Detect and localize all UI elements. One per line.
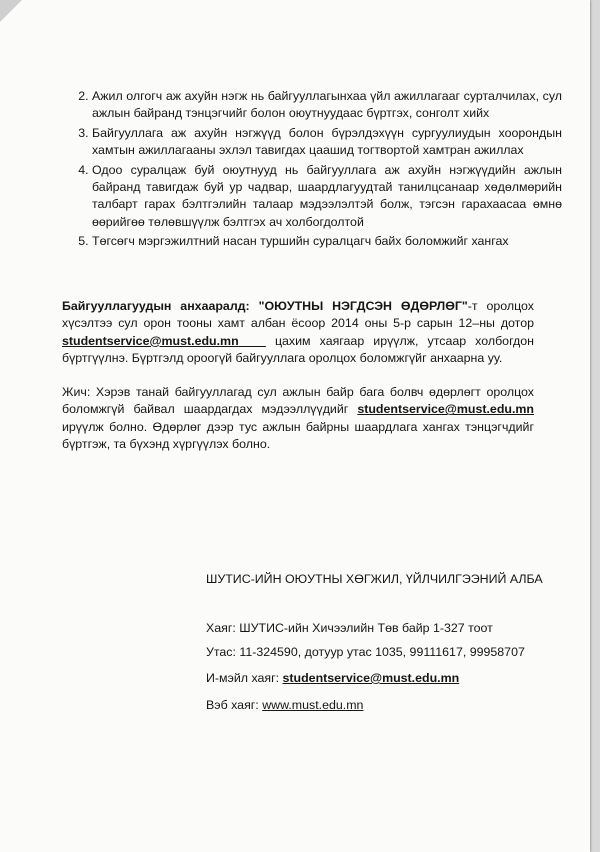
web-label: Вэб хаяг:: [206, 698, 263, 712]
notice-email-link[interactable]: studentservice@must.edu.mn: [62, 333, 239, 348]
office-name: ШУТИС-ИЙН ОЮУТНЫ ХӨГЖИЛ, ҮЙЛЧИЛГЭЭНИЙ АЛБА: [206, 572, 543, 586]
email-label: И-мэйл хаяг:: [206, 671, 283, 685]
list-item: 2. Ажил олгогч аж ахуйн нэгж нь байгууллагынхаа үйл ажиллагааг сурталчилах, сул ажлын байранд тэнцэгчийг болон оюутнуудаас бүртгэх, сонголт хийх: [92, 88, 562, 123]
note-text-1: Жич: Хэрэв танай байгууллагад сул ажлын байр бага болвч өдөрлөгт оролцох боломжгүй байвал шаардагдах мэдээллүүдийг: [62, 385, 534, 417]
notice-text-2: цахим хаягаар ирүүлж, утсаар холбогдон бүртгүүлнэ. Бүртгэлд ороогүй байгууллага оролцох боломжгүйг анхаарна уу.: [62, 333, 535, 366]
office-address: Хаяг: ШУТИС-ийн Хичээлийн Төв байр 1-327 тоот: [206, 621, 493, 635]
notice-lead: Байгууллагуудын анхааралд:: [62, 299, 259, 313]
office-email: [206, 670, 546, 687]
list-item: 3. Байгууллага аж ахуйн нэгжүүд болон бүрэлдэхүүн сургуулиудын хоорондын хамтын ажиллагааны эхлэл тавигдах цаашид тогтвортой хамтран ажиллах: [92, 125, 562, 160]
note-email-link[interactable]: studentservice@must.edu.mn: [357, 402, 534, 417]
benefits-list: [62, 88, 562, 253]
list-item: 4. Одоо суралцаж буй оюутнууд нь байгууллага аж ахуйн нэгжүүдийн ажлын байранд тавигдаж буй ур чадвар, шаардлагуудтай танилцсанаар хөдөлмөрийн талбарт гарах бэлтгэлийн талаар мэдээлэлтэй болж, тэгсэн гарахаасаа өмнө өөрийгөө төлөвшүүлж бэлтгэх ач холбогдолтой: [92, 162, 562, 232]
event-name: "ОЮУТНЫ НЭГДСЭН ӨДӨРЛӨГ": [258, 299, 468, 313]
office-website: [206, 697, 546, 714]
notice-text-1: -т оролцох хүсэлтээ сул орон тооны хамт албан ёсоор 2014 оны 5-р сарын 12–ны дотор: [62, 299, 535, 331]
notice-paragraph: [62, 298, 534, 368]
note-text-2: ирүүлж болно. Өдөрлөг дээр тус ажлын байрны шаардлага хангах тэнцэгчдийг бүртгэж, та бүхэнд хүргүүлэх болно.: [62, 419, 534, 452]
website-link[interactable]: www.must.edu.mn: [262, 698, 364, 712]
office-phone: Утас: 11-324590, дотуур утас 1035, 99111617, 99958707: [206, 645, 525, 659]
note-paragraph: [62, 384, 534, 454]
list-item: 5. Төгсөгч мэргэжилтний насан туршийн суралцагч байх боломжийг хангах: [92, 233, 562, 250]
notice-email-padding: [239, 334, 266, 348]
page-corner-shadow: [0, 0, 22, 22]
office-email-link[interactable]: studentservice@must.edu.mn: [282, 671, 460, 685]
